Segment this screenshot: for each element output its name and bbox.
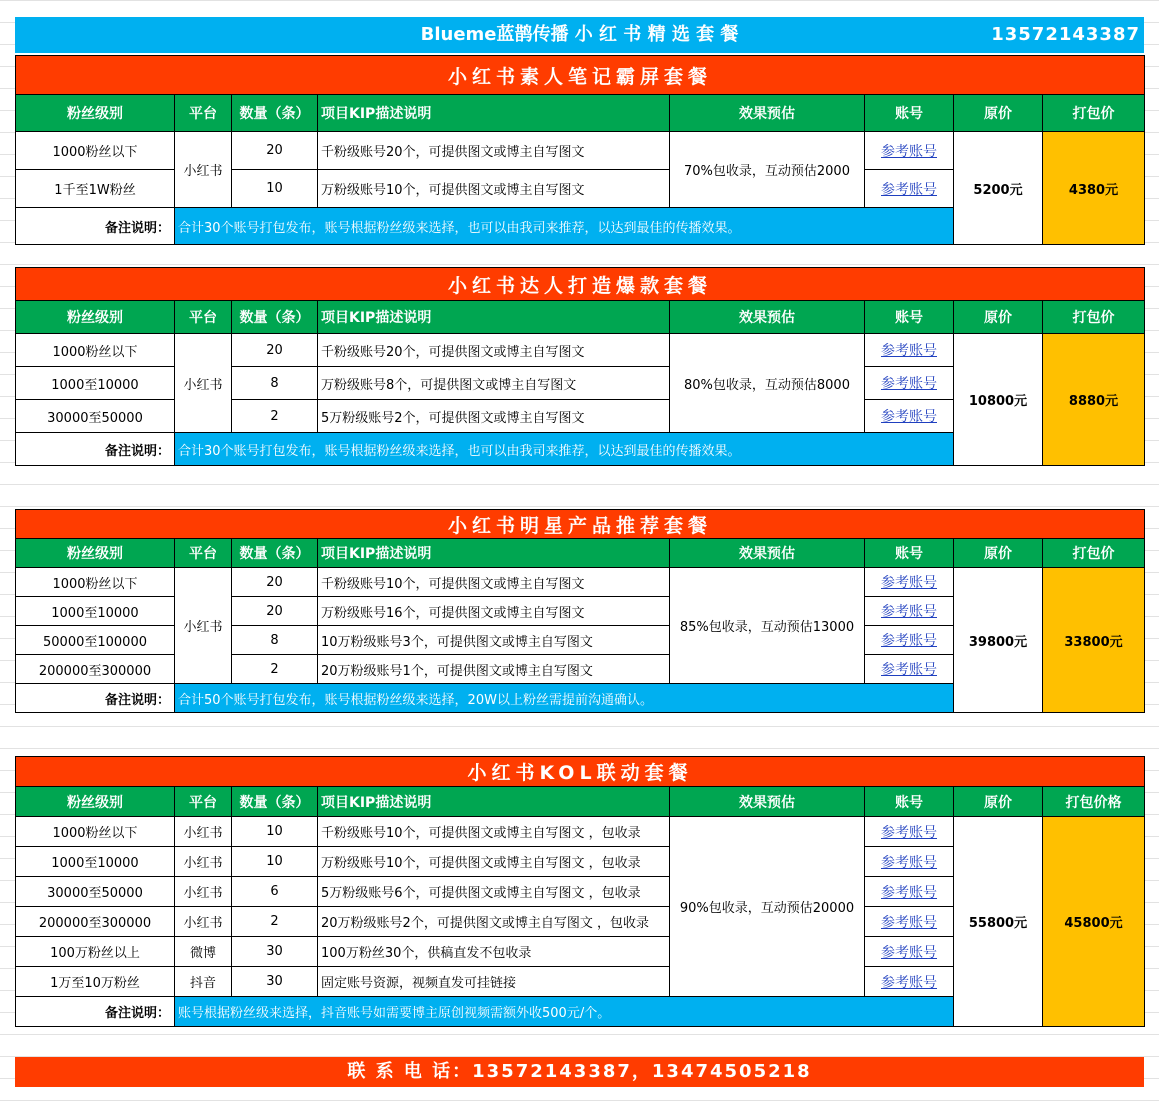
- col-effect: 效果预估: [670, 539, 865, 568]
- description: 20万粉级账号1个，可提供图文或博主自写图文: [318, 655, 670, 684]
- quantity: 20: [232, 132, 318, 170]
- description: 万粉级账号16个，可提供图文或博主自写图文: [318, 597, 670, 626]
- package-price: 8880元: [1043, 334, 1145, 466]
- contact-footer: 联 系 电 话：13572143387，13474505218: [15, 1057, 1144, 1087]
- description: 20万粉级账号2个，可提供图文或博主自写图文 ，包收录: [318, 907, 670, 937]
- note-label: 备注说明：: [16, 208, 175, 245]
- note-text: 合计30个账号打包发布，账号根据粉丝级来选择，也可以由我司来推荐，以达到最佳的传播效果。: [175, 433, 954, 466]
- note-label: 备注说明：: [16, 684, 175, 713]
- fans-level: 50000至100000: [16, 626, 175, 655]
- col-fans: 粉丝级别: [16, 787, 175, 817]
- col-platform: 平台: [175, 787, 232, 817]
- account-link-cell: [865, 967, 954, 997]
- note-text: 合计50个账号打包发布，账号根据粉丝级来选择，20W以上粉丝需提前沟通确认。: [175, 684, 954, 713]
- col-qty: 数量（条）: [232, 787, 318, 817]
- original-price: 39800元: [954, 568, 1043, 713]
- fans-level: 200000至300000: [16, 907, 175, 937]
- description: 千粉级账号20个，可提供图文或博主自写图文: [318, 334, 670, 367]
- col-account: 账号: [865, 95, 954, 132]
- fans-level: 1000至10000: [16, 367, 175, 400]
- col-pack: 打包价格: [1043, 787, 1145, 817]
- account-link-cell: [865, 367, 954, 400]
- col-fans: 粉丝级别: [16, 95, 175, 132]
- description: 千粉级账号10个，可提供图文或博主自写图文: [318, 568, 670, 597]
- quantity: 8: [232, 626, 318, 655]
- fans-level: 1万至10万粉丝: [16, 967, 175, 997]
- account-link-cell: [865, 334, 954, 367]
- table-row: [16, 132, 1145, 170]
- description: 千粉级账号20个，可提供图文或博主自写图文: [318, 132, 670, 170]
- reference-account-link[interactable]: 参考账号: [881, 343, 937, 359]
- description: 5万粉级账号6个，可提供图文或博主自写图文 ，包收录: [318, 877, 670, 907]
- quantity: 6: [232, 877, 318, 907]
- col-platform: 平台: [175, 95, 232, 132]
- header-bar: [15, 17, 1144, 53]
- account-link-cell: [865, 937, 954, 967]
- reference-account-link[interactable]: 参考账号: [881, 854, 937, 871]
- col-qty: 数量（条）: [232, 301, 318, 334]
- package-table-4: [15, 756, 1145, 1027]
- reference-account-link[interactable]: 参考账号: [881, 376, 937, 392]
- platform: 抖音: [175, 967, 232, 997]
- quantity: 30: [232, 967, 318, 997]
- reference-account-link[interactable]: 参考账号: [881, 143, 937, 160]
- quantity: 10: [232, 817, 318, 847]
- fans-level: 30000至50000: [16, 400, 175, 433]
- note-text: 合计30个账号打包发布，账号根据粉丝级来选择，也可以由我司来推荐，以达到最佳的传播效果。: [175, 208, 954, 245]
- account-link-cell: [865, 568, 954, 597]
- col-qty: 数量（条）: [232, 95, 318, 132]
- quantity: 2: [232, 400, 318, 433]
- effect-estimate: 90%包收录，互动预估20000: [670, 817, 865, 997]
- package-price: 4380元: [1043, 132, 1145, 245]
- col-effect: 效果预估: [670, 95, 865, 132]
- account-link-cell: [865, 847, 954, 877]
- quantity: 2: [232, 655, 318, 684]
- reference-account-link[interactable]: 参考账号: [881, 824, 937, 841]
- quantity: 20: [232, 568, 318, 597]
- col-orig: 原价: [954, 539, 1043, 568]
- account-link-cell: [865, 655, 954, 684]
- reference-account-link[interactable]: 参考账号: [881, 181, 937, 198]
- reference-account-link[interactable]: 参考账号: [881, 944, 937, 961]
- table-row: [16, 568, 1145, 597]
- account-link-cell: [865, 132, 954, 170]
- platform: 小红书: [175, 568, 232, 684]
- account-link-cell: [865, 626, 954, 655]
- account-link-cell: [865, 597, 954, 626]
- col-desc: 项目KIP描述说明: [318, 301, 670, 334]
- reference-account-link[interactable]: 参考账号: [881, 604, 937, 620]
- quantity: 10: [232, 847, 318, 877]
- fans-level: 1000粉丝以下: [16, 334, 175, 367]
- reference-account-link[interactable]: 参考账号: [881, 633, 937, 649]
- package-title: 小红书素人笔记霸屏套餐: [16, 56, 1145, 95]
- col-desc: 项目KIP描述说明: [318, 95, 670, 132]
- platform: 小红书: [175, 334, 232, 433]
- package-table-3: [15, 509, 1145, 713]
- reference-account-link[interactable]: 参考账号: [881, 914, 937, 931]
- description: 固定账号资源，视频直发可挂链接: [318, 967, 670, 997]
- original-price: 5200元: [954, 132, 1043, 245]
- col-platform: 平台: [175, 539, 232, 568]
- fans-level: 1000至10000: [16, 597, 175, 626]
- col-account: 账号: [865, 301, 954, 334]
- quantity: 30: [232, 937, 318, 967]
- table-row: [16, 334, 1145, 367]
- note-text: 账号根据粉丝级来选择，抖音账号如需要博主原创视频需额外收500元/个。: [175, 997, 954, 1027]
- note-label: 备注说明：: [16, 997, 175, 1027]
- fans-level: 1000至10000: [16, 847, 175, 877]
- quantity: 10: [232, 170, 318, 208]
- quantity: 8: [232, 367, 318, 400]
- fans-level: 1000粉丝以下: [16, 568, 175, 597]
- fans-level: 1千至1W粉丝: [16, 170, 175, 208]
- reference-account-link[interactable]: 参考账号: [881, 884, 937, 901]
- quantity: 20: [232, 597, 318, 626]
- note-label: 备注说明：: [16, 433, 175, 466]
- fans-level: 200000至300000: [16, 655, 175, 684]
- reference-account-link[interactable]: 参考账号: [881, 662, 937, 678]
- page-title: Blueme蓝鹊传播 小 红 书 精 选 套 餐: [420, 24, 739, 45]
- original-price: 55800元: [954, 817, 1043, 1027]
- platform: 小红书: [175, 132, 232, 208]
- col-pack: 打包价: [1043, 539, 1145, 568]
- col-desc: 项目KIP描述说明: [318, 539, 670, 568]
- col-pack: 打包价: [1043, 95, 1145, 132]
- platform: 小红书: [175, 907, 232, 937]
- original-price: 10800元: [954, 334, 1043, 466]
- description: 千粉级账号10个，可提供图文或博主自写图文 ，包收录: [318, 817, 670, 847]
- description: 万粉级账号8个，可提供图文或博主自写图文: [318, 367, 670, 400]
- col-effect: 效果预估: [670, 787, 865, 817]
- fans-level: 1000粉丝以下: [16, 817, 175, 847]
- col-pack: 打包价: [1043, 301, 1145, 334]
- reference-account-link[interactable]: 参考账号: [881, 974, 937, 991]
- platform: 小红书: [175, 847, 232, 877]
- platform: 微博: [175, 937, 232, 967]
- effect-estimate: 70%包收录，互动预估2000: [670, 132, 865, 208]
- account-link-cell: [865, 907, 954, 937]
- account-link-cell: [865, 817, 954, 847]
- platform: 小红书: [175, 877, 232, 907]
- col-effect: 效果预估: [670, 301, 865, 334]
- package-price: 45800元: [1043, 817, 1145, 1027]
- quantity: 20: [232, 334, 318, 367]
- package-table-1: [15, 55, 1145, 245]
- description: 100万粉丝30个，供稿直发不包收录: [318, 937, 670, 967]
- description: 万粉级账号10个，可提供图文或博主自写图文 ，包收录: [318, 847, 670, 877]
- description: 万粉级账号10个，可提供图文或博主自写图文: [318, 170, 670, 208]
- platform: 小红书: [175, 817, 232, 847]
- quantity: 2: [232, 907, 318, 937]
- fans-level: 30000至50000: [16, 877, 175, 907]
- col-orig: 原价: [954, 301, 1043, 334]
- col-account: 账号: [865, 787, 954, 817]
- package-price: 33800元: [1043, 568, 1145, 713]
- account-link-cell: [865, 877, 954, 907]
- col-qty: 数量（条）: [232, 539, 318, 568]
- package-title: 小红书KOL联动套餐: [16, 757, 1145, 787]
- package-table-2: [15, 267, 1145, 466]
- col-orig: 原价: [954, 787, 1043, 817]
- description: 10万粉级账号3个，可提供图文或博主自写图文: [318, 626, 670, 655]
- account-link-cell: [865, 400, 954, 433]
- effect-estimate: 80%包收录，互动预估8000: [670, 334, 865, 433]
- table-row: [16, 817, 1145, 847]
- col-account: 账号: [865, 539, 954, 568]
- fans-level: 100万粉丝以上: [16, 937, 175, 967]
- col-fans: 粉丝级别: [16, 539, 175, 568]
- col-orig: 原价: [954, 95, 1043, 132]
- account-link-cell: [865, 170, 954, 208]
- description: 5万粉级账号2个，可提供图文或博主自写图文: [318, 400, 670, 433]
- col-desc: 项目KIP描述说明: [318, 787, 670, 817]
- col-platform: 平台: [175, 301, 232, 334]
- col-fans: 粉丝级别: [16, 301, 175, 334]
- header-phone: 13572143387: [991, 24, 1140, 45]
- reference-account-link[interactable]: 参考账号: [881, 409, 937, 425]
- package-title: 小红书达人打造爆款套餐: [16, 268, 1145, 301]
- fans-level: 1000粉丝以下: [16, 132, 175, 170]
- package-title: 小红书明星产品推荐套餐: [16, 510, 1145, 539]
- effect-estimate: 85%包收录，互动预估13000: [670, 568, 865, 684]
- reference-account-link[interactable]: 参考账号: [881, 575, 937, 591]
